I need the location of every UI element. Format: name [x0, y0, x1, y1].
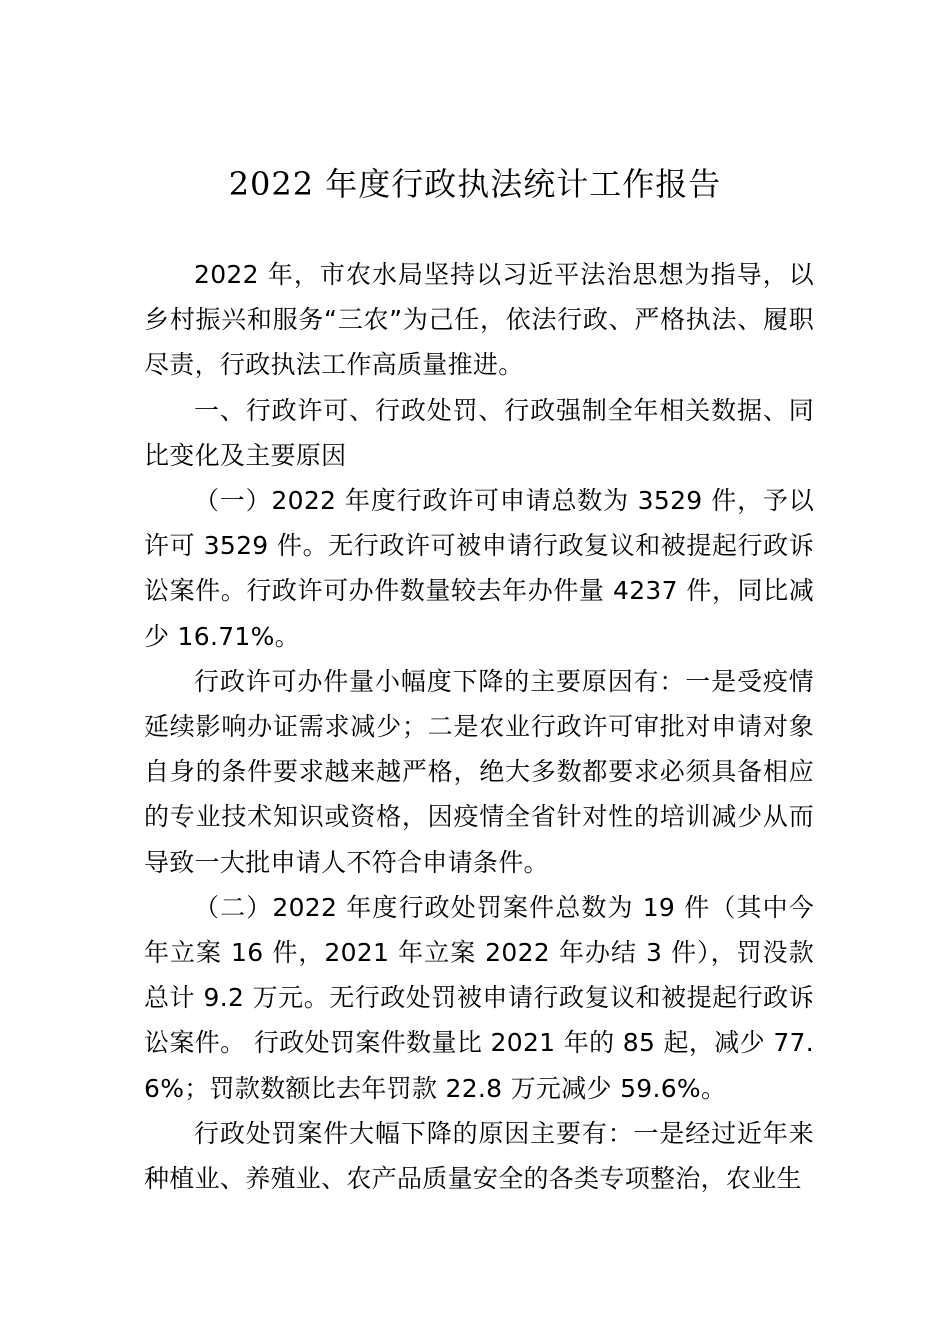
- document-title: 2022 年度行政执法统计工作报告: [228, 165, 722, 203]
- paragraph-licensing-data: （一）2022 年度行政许可申请总数为 3529 件，予以许可 3529 件。无行政许可被申请行政复议和被提起行政诉讼案件。行政许可办件数量较去年办件量 4237 件，同比减少 16.71%。: [144, 486, 814, 651]
- paragraph-intro: 2022 年，市农水局坚持以习近平法治思想为指导，以乡村振兴和服务“三农”为己任，依法行政、严格执法、履职尽责，行政执法工作高质量推进。: [144, 260, 814, 380]
- paragraph-penalty-reasons: 行政处罚案件大幅下降的原因主要有：一是经过近年来种植业、养殖业、农产品质量安全的各类专项整治，农业生: [144, 1118, 814, 1194]
- paragraph-penalty-data: （二）2022 年度行政处罚案件总数为 19 件（其中今年立案 16 件，2021 年立案 2022 年办结 3 件），罚没款总计 9.2 万元。无行政处罚被申请行政复议和被提起行政诉讼案件。 行政处罚案件数量比 2021 年的 85 起，减少 77.6%；罚款数额比去年罚款 22.8 万元减少 59.6%。: [144, 892, 814, 1103]
- document-body: [144, 252, 814, 1201]
- paragraph-licensing-reasons: 行政许可办件量小幅度下降的主要原因有：一是受疫情延续影响办证需求减少；二是农业行政许可审批对申请对象自身的条件要求越来越严格，绝大多数都要求必须具备相应的专业技术知识或资格，因疫情全省针对性的培训减少从而导致一大批申请人不符合申请条件。: [144, 666, 814, 877]
- paragraph-section-heading: 一、行政许可、行政处罚、行政强制全年相关数据、同比变化及主要原因: [144, 395, 814, 470]
